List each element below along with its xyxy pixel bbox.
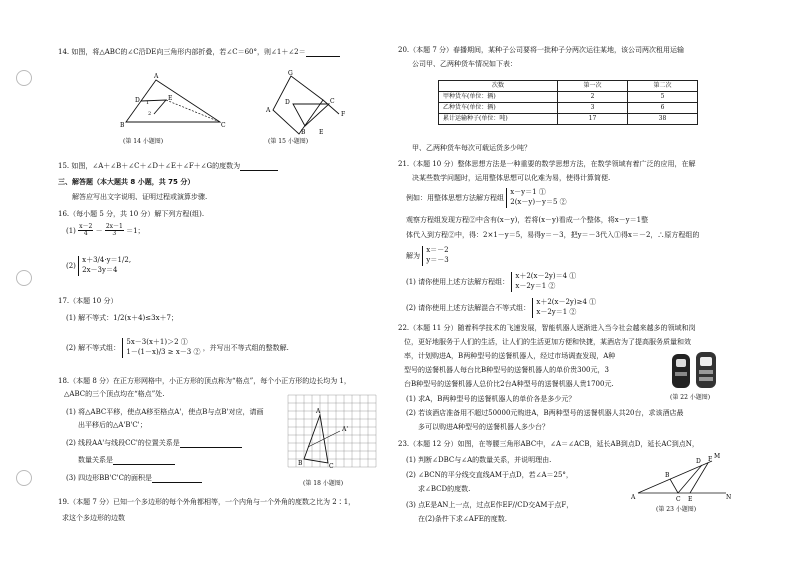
inequality-system: x＋2(x－2y)≥4 ① x－2y＝1 ②: [532, 298, 596, 318]
answer-blank[interactable]: [113, 457, 175, 465]
question-21-2: (2) 请你使用上述方法解混合不等式组： x＋2(x－2y)≥4 ① x－2y＝1 ②: [406, 298, 597, 316]
table-cell: 乙种货车(单位：辆): [439, 103, 558, 114]
label-e: E: [688, 496, 693, 503]
right-column: [398, 0, 740, 561]
answer-blank[interactable]: [152, 475, 202, 483]
figure-15: [263, 70, 363, 135]
label-d: D: [285, 99, 290, 106]
binding-margin: [0, 0, 48, 561]
question-18-3: (3) 四边形BB'C'C的面积是: [66, 474, 380, 483]
label-a-prime: A': [342, 426, 348, 433]
figure-14: [118, 70, 228, 130]
question-16-2: (2) x＋3/4·y＝1/2, 2x－3y＝4: [66, 256, 132, 274]
table-cell: 甲种货车(单位：辆): [439, 92, 558, 103]
question-22: 22.（本题 11 分）随着科学技术的飞速发展，智能机器人逐渐进入当今社会越来越多的领域和岗: [398, 324, 696, 332]
figure-14-caption: (第 14 小题图): [123, 138, 164, 145]
question-22-cont-3: 型号的送餐机器人每台比B种型号的送餐机器人的单价贵300元，3: [404, 366, 609, 374]
binding-hole: [16, 470, 32, 486]
label-c: C: [221, 122, 226, 129]
question-22-cont-1: 位，更好地服务于人们的生活，让人们的生活更加方便和快捷，某酒店为了提高服务质量和效: [404, 338, 691, 346]
table-header-row: [439, 81, 698, 92]
label-1: 1: [146, 100, 150, 106]
question-23: 23.（本题 12 分）如图，在等腰三角形ABC中，∠A＝∠ACB，延长AB到点D，延长AC到点N，: [398, 440, 699, 448]
question-21-solution: 解为 x＝－2 y＝－3: [406, 246, 449, 264]
label-n: N: [726, 494, 732, 501]
question-18: 18.（本题 8 分）在正方形网格中，小正方形的顶点称为“格点”，每个小正方形的边长均为 1，: [58, 377, 351, 385]
label-c: C: [330, 98, 335, 105]
freight-table: [438, 80, 698, 125]
label-a: A: [266, 107, 271, 114]
section-3-heading: 三、解答题（本大题共 8 小题，共 75 分）: [58, 178, 195, 186]
question-15: 15. 如图，∠A＋∠B＋∠C＋∠D＋∠E＋∠F＋∠G的度数为: [58, 162, 380, 171]
question-23-1: (1) 判断∠DBC与∠A的数量关系，并说明理由.: [406, 456, 552, 464]
label-a: A: [316, 408, 321, 415]
figure-18-caption: (第 18 小题图): [303, 480, 344, 487]
label-a: A: [154, 73, 159, 80]
table-header-cell: 第一次: [558, 81, 628, 92]
section-3-instruction: 解答应写出文字说明、证明过程或演算步骤.: [72, 193, 208, 201]
table-header-cell: 次数: [439, 81, 558, 92]
table-cell: 5: [628, 92, 698, 103]
equation-system: x＋2(x－2y)＝4 ① x－2y＝1 ②: [511, 272, 576, 292]
robot-a-tray: [675, 372, 687, 376]
equation-system: x－y＝1 ① 2(x－y)－y＝5 ②: [506, 188, 566, 208]
question-19-cont: 求这个多边形的边数: [62, 514, 125, 522]
label-d: D: [696, 458, 701, 465]
inner-triangle: [293, 104, 329, 126]
quadrilateral-path: [273, 76, 323, 134]
segment-ef: [690, 463, 708, 493]
robot-b-screen: [700, 357, 712, 366]
question-17: 17.（本题 10 分）: [58, 297, 118, 305]
question-17-2: (2) 解不等式组： 5x－3(x＋1)＞2 ① 1－(1－x)/3 ≥ x－3 ② ，并写出不等式组的整数解.: [66, 338, 289, 356]
answer-blank[interactable]: [180, 440, 242, 448]
question-16: 16.（每小题 5 分，共 10 分）解下列方程(组).: [58, 210, 205, 218]
label-m: M: [714, 453, 721, 460]
label-b: B: [301, 129, 306, 136]
question-20-cont: 公司甲、乙两种货车情况如下表：: [412, 60, 517, 68]
label-f: F: [708, 456, 713, 463]
question-18-2: (2) 线段AA'与线段CC'的位置关系是: [66, 439, 380, 448]
solution-system: x＝－2 y＝－3: [422, 246, 448, 266]
question-14: 14. 如图，将△ABC的∠C沿DE向三角形内部折叠，若∠C＝60°，则∠1＋∠2＝: [58, 48, 380, 57]
table-cell: 2: [558, 92, 628, 103]
label-a: A: [631, 494, 636, 501]
binding-hole: [16, 270, 32, 286]
table-cell: 38: [628, 114, 698, 125]
question-21: 21.（本题 10 分）整体思想方法是一种重要的数学思想方法，在数学领域有着广泛的应用，在解: [398, 160, 696, 168]
question-18-1-cont: 出平移后的△A'B'C'；: [78, 421, 147, 429]
question-22-cont-2: 率，计划购进A，B两种型号的送餐机器人，经过市场调查发现，A种: [404, 352, 616, 360]
answer-blank[interactable]: [240, 163, 278, 171]
fraction: $\frac{2x-1}{3}$: [105, 223, 123, 238]
question-19: 19.（本题 7 分）已知一个多边形的每个外角都相等，一个内角与一个外角的度数之比为 2∶1，: [58, 498, 356, 506]
question-21-cont: 决某些数学问题时，运用整体思想可以化难为易，使得计算简便.: [412, 174, 611, 182]
robot-b-tray: [699, 370, 713, 374]
label-g: G: [288, 70, 293, 77]
answer-blank[interactable]: [306, 49, 340, 57]
robot-b-tray: [699, 377, 713, 381]
table-cell: 6: [628, 103, 698, 114]
label-b: B: [120, 122, 125, 129]
figure-22-caption: (第 22 小题图): [670, 394, 711, 401]
binding-hole: [16, 70, 32, 86]
dashed-edge: [166, 100, 220, 122]
label-c: C: [676, 496, 681, 503]
inequality-system: 5x－3(x＋1)＞2 ① 1－(1－x)/3 ≥ x－3 ②: [122, 338, 200, 358]
question-20-ask: 甲、乙两种货车每次可载运货多少吨？: [412, 144, 531, 152]
question-18-intro: △ABC的三个顶点均在“格点”处.: [64, 390, 165, 398]
fold-line: [141, 100, 166, 114]
question-18-2-cont: 数量关系是: [78, 456, 380, 465]
question-23-3-cont: 在(2)条件下求∠AFE的度数.: [418, 515, 508, 523]
left-column: [58, 0, 380, 561]
label-e: E: [319, 129, 324, 136]
figure-18-grid: [288, 395, 380, 475]
question-22-2-cont: 多可以购进A种型号的送餐机器人多少台？: [418, 423, 550, 431]
question-22-2: (2) 若该酒店准备用不超过50000元购进A，B两种型号的送餐机器人共20台，求该酒店最: [406, 409, 684, 417]
question-23-2: (2) ∠BCN的平分线交直线AM于点D，若∠A＝25°，: [406, 471, 573, 479]
table-row: [439, 92, 698, 103]
triangle-abc: [126, 80, 220, 122]
table-cell: 累计运输种子(单位：吨): [439, 114, 558, 125]
question-20: 20.（本题 7 分）春播期间，某种子公司要将一批种子分两次运往某地，该公司两次租用运输: [398, 46, 685, 54]
helper-line: [308, 431, 340, 447]
question-23-3: (3) 点E是AN上一点，过点E作EF//CD交AM于点F，: [406, 501, 574, 509]
robot-a-screen: [676, 359, 686, 367]
table-header-cell: 第二次: [628, 81, 698, 92]
label-b: B: [298, 460, 303, 467]
question-21-explain-2: 体代入到方程②中，得：2×1－y＝5，易得y＝－3，把y＝－3代入①得x＝－2，∴原方程组的: [406, 231, 700, 239]
fraction: $\frac{x-2}{4}$: [79, 223, 93, 238]
label-d: D: [135, 97, 140, 104]
question-18-1: (1) 将△ABC平移，使点A移至格点A'，使点B与点B'对应，请画: [66, 408, 264, 416]
table-row: [439, 114, 698, 125]
table-cell: 3: [558, 103, 628, 114]
figure-15-caption: (第 15 小题图): [268, 138, 309, 145]
question-21-explain-1: 观察方程组发现方程②中含有(x－y)，若将(x－y)看成一个整体，将x－y＝1整: [406, 216, 649, 224]
question-16-1: (1) $\frac{x-2}{4}$ － $\frac{2x-1}{3}$ ＝1；: [66, 223, 145, 238]
figure-23: [630, 455, 730, 503]
equation-system: x＋3/4·y＝1/2, 2x－3y＝4: [78, 256, 131, 276]
label-e: E: [168, 95, 173, 102]
question-22-1: (1) 求A，B两种型号的送餐机器人的单价各是多少元？: [406, 395, 576, 403]
robot-picture: [670, 350, 720, 392]
label-f: F: [341, 111, 346, 118]
table-row: [439, 103, 698, 114]
figure-23-caption: (第 23 小题图): [656, 506, 697, 513]
label-c: C: [329, 463, 334, 470]
segment-bc: [670, 479, 678, 493]
question-21-1: (1) 请你使用上述方法解方程组： x＋2(x－2y)＝4 ① x－2y＝1 ②: [406, 272, 577, 290]
table-cell: 17: [558, 114, 628, 125]
label-b: B: [665, 472, 670, 479]
question-17-1: (1) 解不等式：1/2(x＋4)≤3x＋7；: [66, 314, 178, 322]
grid-lines: [288, 395, 376, 467]
label-2: 2: [148, 111, 152, 117]
question-22-cont-4: 台B种型号的送餐机器人总价比2台A种型号的送餐机器人贵1700元.: [404, 380, 614, 388]
question-23-2-cont: 求∠BCD的度数.: [418, 485, 471, 493]
question-21-example: 例如：用整体思想方法解方程组 x－y＝1 ① 2(x－y)－y＝5 ②: [406, 188, 567, 206]
